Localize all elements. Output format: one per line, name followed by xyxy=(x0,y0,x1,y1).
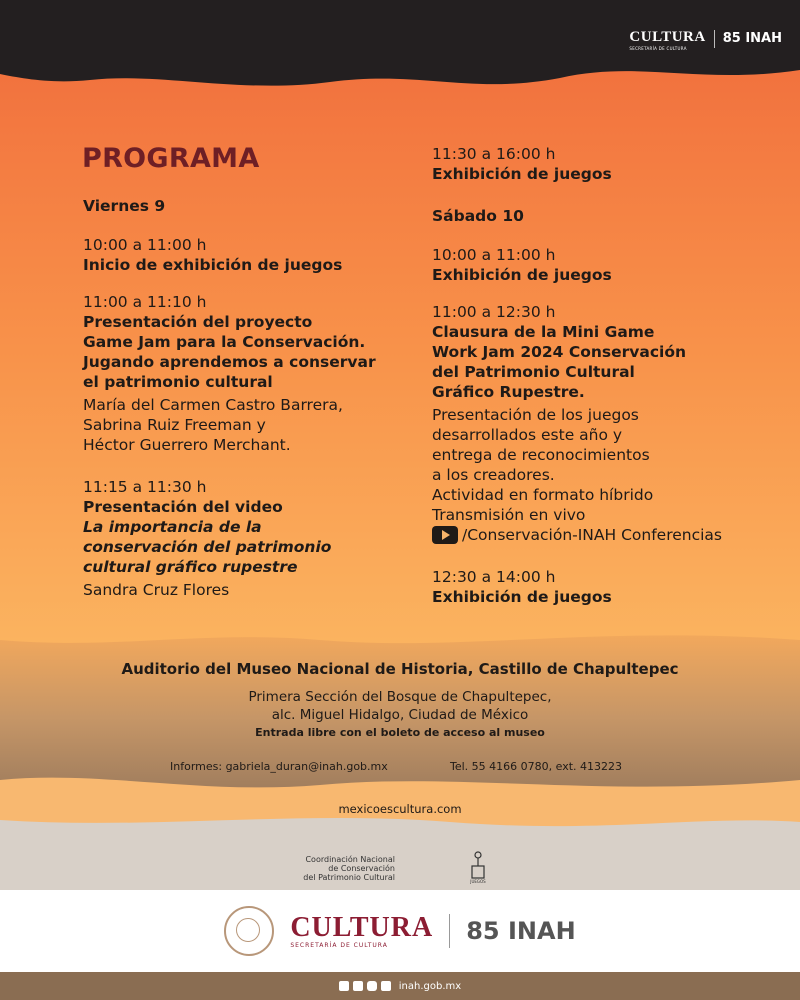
event-block xyxy=(83,477,413,600)
footer-bar xyxy=(0,972,800,1000)
event-title: Exhibición de juegos xyxy=(432,266,612,284)
event-time: 10:00 a 11:00 h xyxy=(83,236,207,254)
event-desc-line: a los creadores. xyxy=(432,466,555,484)
event-title-line: Clausura de la Mini Game xyxy=(432,323,655,341)
contact-phone: Tel. 55 4166 0780, ext. 413223 xyxy=(450,760,623,773)
event-block xyxy=(432,302,777,545)
left-column xyxy=(83,196,413,617)
event-people xyxy=(83,395,413,455)
event-block xyxy=(83,292,413,455)
event-block xyxy=(432,144,777,184)
youtube-channel: /Conservación-INAH Conferencias xyxy=(462,526,723,544)
event-title-line: Presentación del proyecto xyxy=(83,313,313,331)
event-time: 11:00 a 11:10 h xyxy=(83,293,207,311)
event-block xyxy=(432,567,777,607)
event-desc-line: entrega de reconocimientos xyxy=(432,446,650,464)
cultura-logo-large-sub: SECRETARÍA DE CULTURA xyxy=(290,941,388,949)
national-seal-icon xyxy=(224,906,274,956)
footer-url[interactable]: inah.gob.mx xyxy=(398,980,462,992)
instagram-icon[interactable] xyxy=(367,981,377,991)
event-time: 11:00 a 12:30 h xyxy=(432,303,556,321)
twitter-icon[interactable] xyxy=(353,981,363,991)
coordination-line: de Conservación xyxy=(328,864,395,873)
video-title-line: cultural gráfico rupestre xyxy=(83,558,298,576)
event-block xyxy=(432,245,777,285)
venue-address-line: Primera Sección del Bosque de Chapultepec, xyxy=(248,689,552,705)
event-title: Exhibición de juegos xyxy=(432,588,612,606)
facebook-icon[interactable] xyxy=(339,981,349,991)
day-heading-saturday: Sábado 10 xyxy=(432,207,524,225)
event-people-line: Sabrina Ruiz Freeman y xyxy=(83,416,266,434)
youtube-link[interactable] xyxy=(432,525,777,545)
event-title: Inicio de exhibición de juegos xyxy=(83,256,343,274)
inah-logo-large: 85 INAH xyxy=(466,917,576,945)
event-block xyxy=(83,235,413,275)
header-logos xyxy=(629,26,782,51)
cultura-logo-large xyxy=(290,911,434,949)
logo-divider xyxy=(449,914,450,948)
event-people-line: María del Carmen Castro Barrera, xyxy=(83,396,343,414)
event-description xyxy=(432,405,777,485)
event-people-line: Héctor Guerrero Merchant. xyxy=(83,436,291,454)
event-time: 10:00 a 11:00 h xyxy=(432,246,556,264)
juegos-label: JUEGOS xyxy=(470,879,486,884)
logo-divider xyxy=(714,30,715,48)
video-title-line: conservación del patrimonio xyxy=(83,538,332,556)
video-title-line: La importancia de la xyxy=(83,518,262,536)
event-desc-line: Presentación de los juegos xyxy=(432,406,639,424)
coordination-line: del Patrimonio Cultural xyxy=(303,873,395,882)
event-title-line: el patrimonio cultural xyxy=(83,373,273,391)
event-time: 11:15 a 11:30 h xyxy=(83,478,207,496)
event-title: Exhibición de juegos xyxy=(432,165,612,183)
joystick-icon xyxy=(470,850,486,880)
bottom-logos xyxy=(0,906,800,956)
event-title-line: Jugando aprendemos a conservar xyxy=(83,353,376,371)
event-desc-line: desarrollados este año y xyxy=(432,426,623,444)
event-note: Transmisión en vivo xyxy=(432,506,586,524)
event-title-line: Work Jam 2024 Conservación xyxy=(432,343,687,361)
venue-address xyxy=(0,688,800,724)
event-title-line: Gráfico Rupestre. xyxy=(432,383,585,401)
event-time: 11:30 a 16:00 h xyxy=(432,145,556,163)
event-people: Sandra Cruz Flores xyxy=(83,581,230,599)
right-column xyxy=(432,144,777,624)
cultura-logo-text: CULTURA xyxy=(629,29,706,45)
cultura-logo-large-text: CULTURA xyxy=(290,911,434,943)
event-title-line: del Patrimonio Cultural xyxy=(432,363,635,381)
inah-logo: 85 INAH xyxy=(722,31,782,46)
day-heading-friday: Viernes 9 xyxy=(83,197,166,215)
cultura-logo xyxy=(629,26,705,51)
youtube-icon xyxy=(432,526,458,544)
cultura-logo-sub: SECRETARÍA DE CULTURA xyxy=(629,46,687,51)
page-title: PROGRAMA xyxy=(82,143,260,174)
website-link[interactable]: mexicoescultura.com xyxy=(338,802,462,816)
venue-title: Auditorio del Museo Nacional de Historia, Castillo de Chapultepec xyxy=(121,660,679,678)
contact-email[interactable]: Informes: gabriela_duran@inah.gob.mx xyxy=(170,760,388,773)
event-time: 12:30 a 14:00 h xyxy=(432,568,556,586)
venue-entry-note: Entrada libre con el boleto de acceso al museo xyxy=(255,726,545,739)
coordination-label xyxy=(250,855,395,882)
event-title: Presentación del video xyxy=(83,498,283,516)
youtube-small-icon[interactable] xyxy=(381,981,391,991)
event-note: Actividad en formato híbrido xyxy=(432,486,654,504)
venue-address-line: alc. Miguel Hidalgo, Ciudad de México xyxy=(271,707,529,723)
coordination-line: Coordinación Nacional xyxy=(305,855,395,864)
event-title-line: Game Jam para la Conservación. xyxy=(83,333,366,351)
